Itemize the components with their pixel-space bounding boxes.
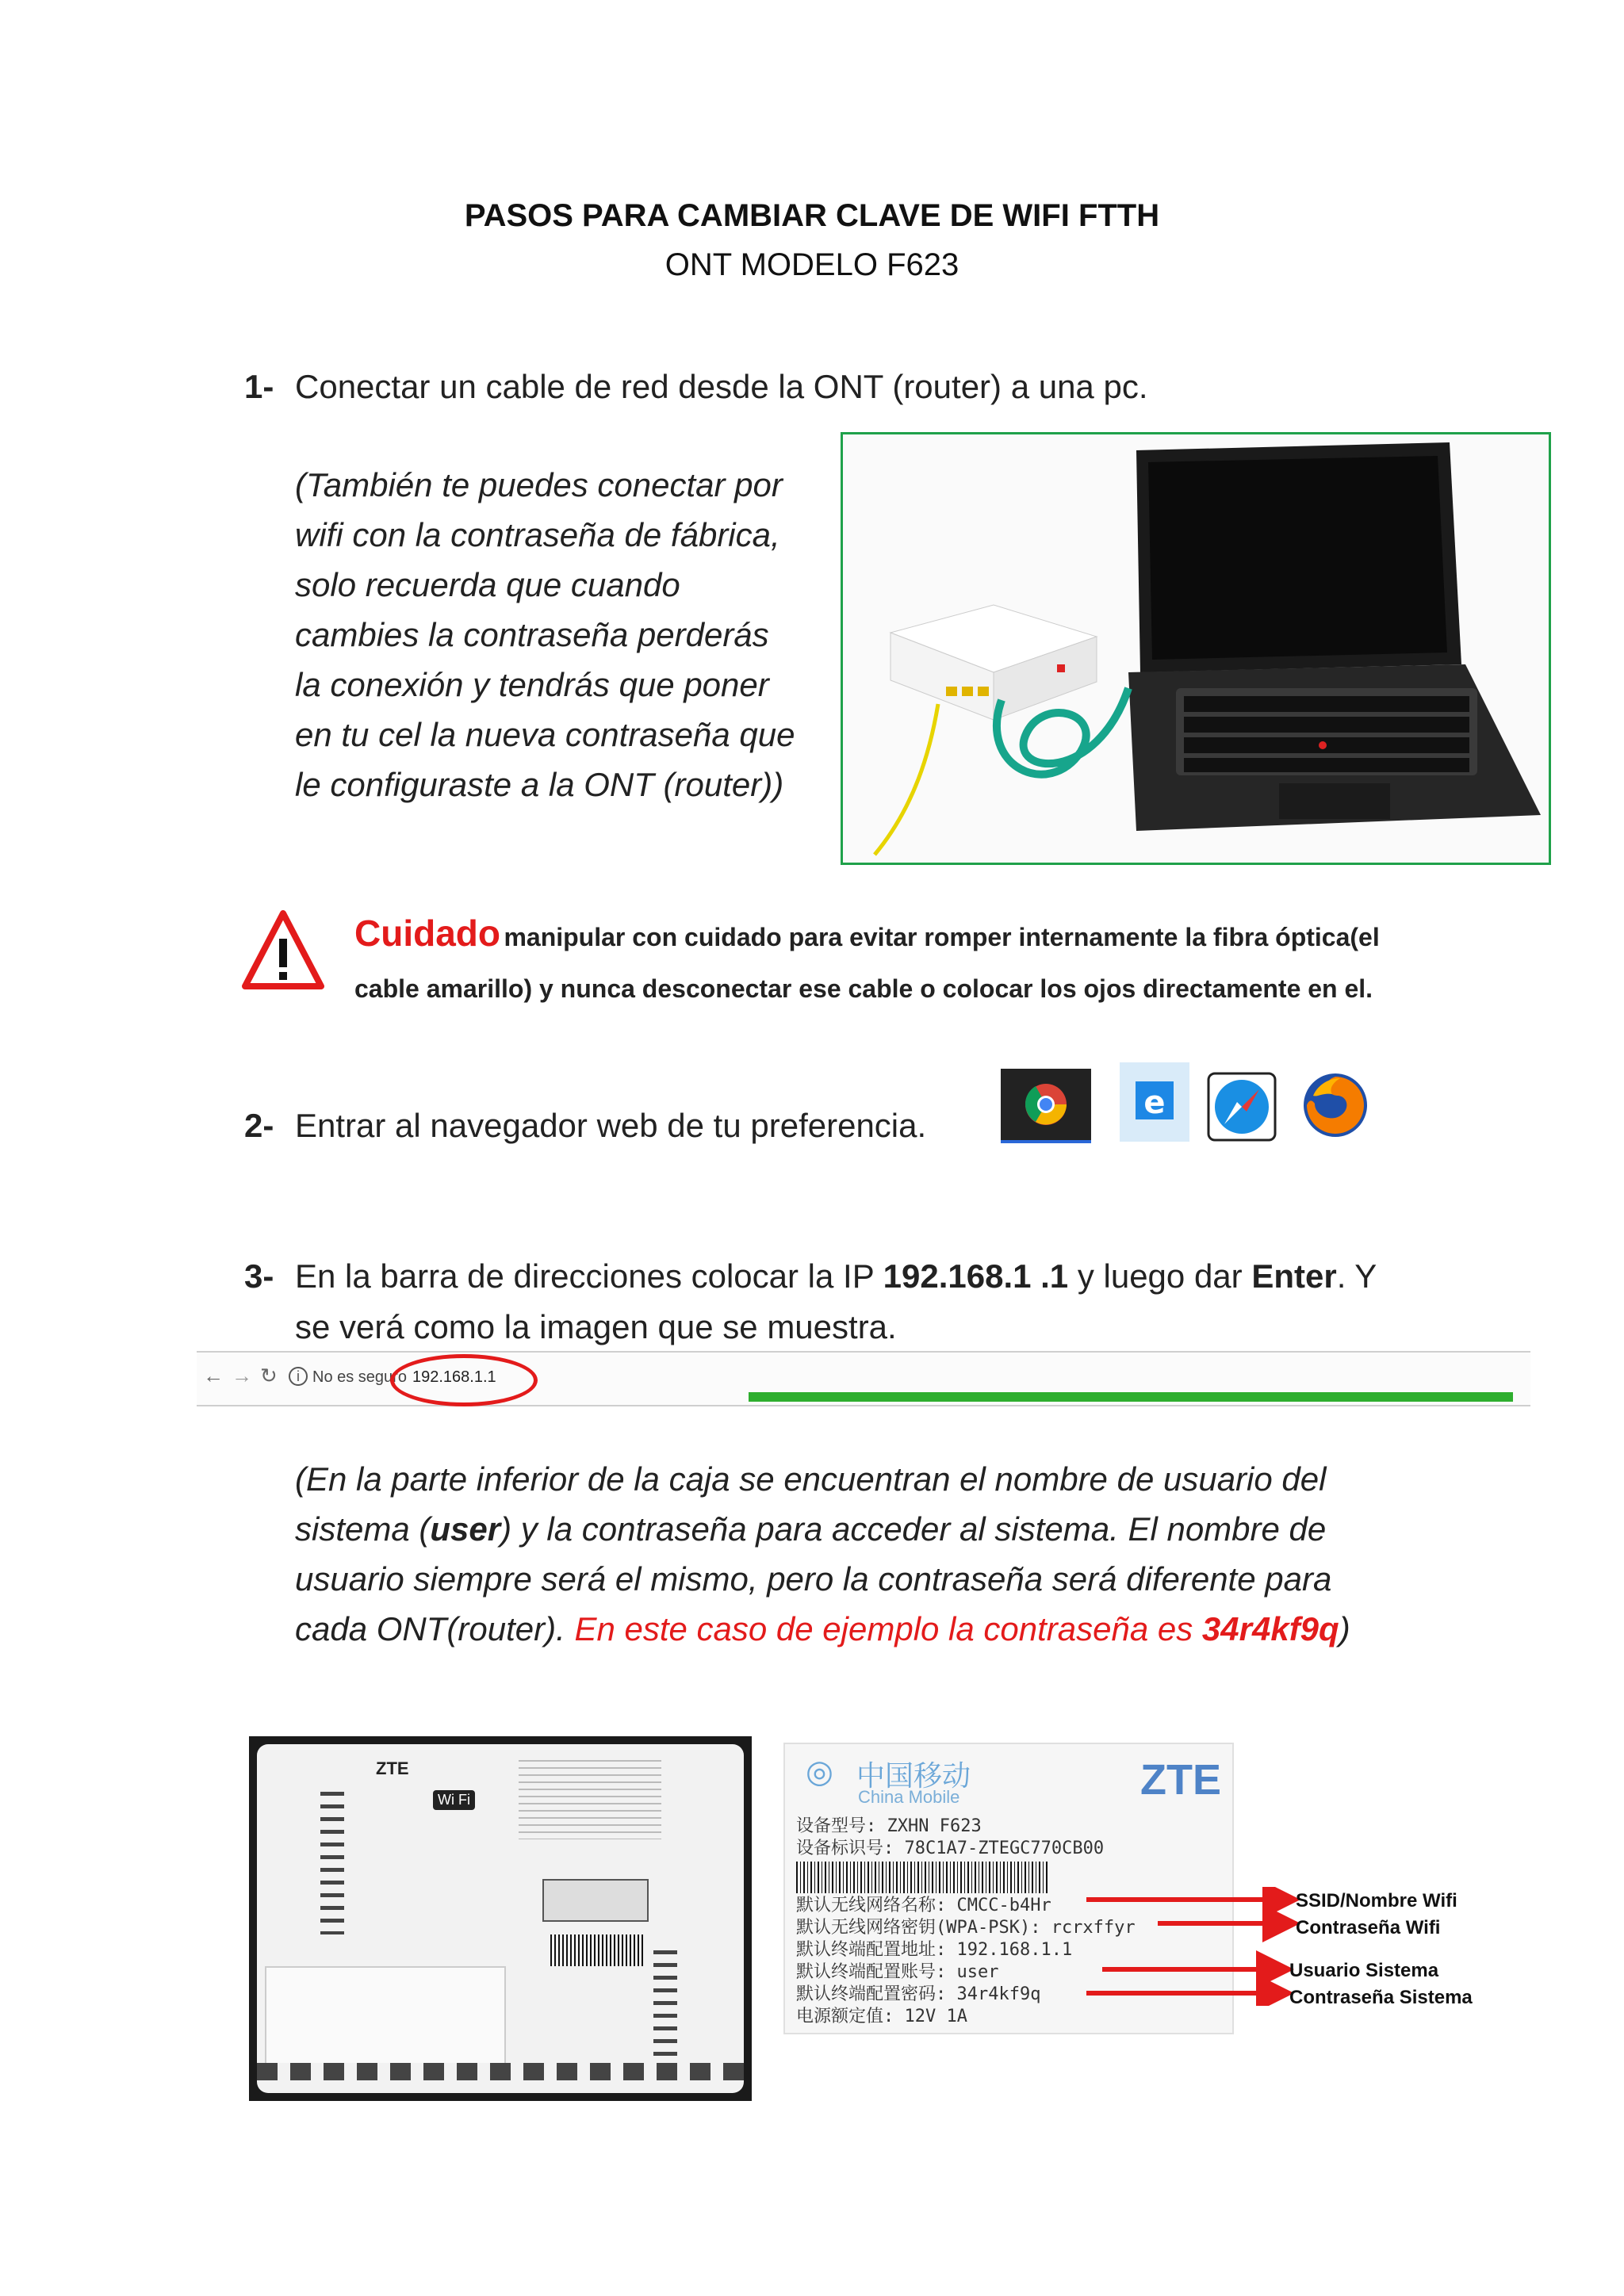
reload-icon[interactable]: ↻ <box>260 1364 278 1387</box>
label-row: 默认终端配置密码: 34r4kf9q <box>796 1984 1041 2004</box>
page-title: PASOS PARA CAMBIAR CLAVE DE WIFI FTTH <box>464 198 1160 233</box>
back-icon[interactable]: ← <box>203 1364 224 1387</box>
note-line: (También te puedes conectar por <box>295 466 783 503</box>
example-text: En este caso de ejemplo la contraseña es <box>574 1610 1202 1647</box>
warning-word: Cuidado <box>354 913 500 954</box>
annotation-wifi-password: Contraseña Wifi <box>1296 1917 1441 1938</box>
router-bottom-photo <box>249 1736 752 2101</box>
note-line: en tu cel la nueva contraseña que <box>295 716 795 753</box>
label-row: 设备标识号: 78C1A7-ZTEGC770CB00 <box>796 1839 1105 1858</box>
router-vent-bottom <box>257 2063 744 2080</box>
step-1-note <box>295 460 834 809</box>
note-line: le configuraste a la ONT (router)) <box>295 766 784 803</box>
chrome-icon <box>1001 1069 1091 1143</box>
page-load-bar <box>749 1392 1513 1402</box>
china-mobile-logo: ◎ <box>806 1755 833 1789</box>
edge-icon <box>1120 1062 1189 1142</box>
label-row: 设备型号: ZXHN F623 <box>796 1816 982 1836</box>
wifi-cert-badge: Wi Fi <box>433 1790 475 1810</box>
label-row: 默认无线网络密钥(WPA-PSK): rcrxffyr <box>796 1918 1136 1938</box>
router-sticker <box>519 1760 661 1839</box>
forward-icon[interactable]: → <box>232 1364 252 1387</box>
warning-text-block <box>354 910 1584 1017</box>
warning-icon <box>242 909 324 995</box>
warning-line-1: manipular con cuidado para evitar romper internamente la fibra óptica(el <box>504 923 1380 951</box>
label-row: 默认终端配置地址: 192.168.1.1 <box>796 1940 1073 1960</box>
step-3-line-1: En la barra de direcciones colocar la IP 192.168.1 .1 y luego dar Enter. Y <box>295 1257 1377 1295</box>
step-1-text: Conectar un cable de red desde la ONT (router) a una pc. <box>295 368 1148 405</box>
step-2-text: Entrar al navegador web de tu preferencia. <box>295 1107 927 1144</box>
annotation-system-password: Contraseña Sistema <box>1289 1987 1473 2008</box>
brand-cn: 中国移动 <box>856 1759 971 1792</box>
laptop-router-photo <box>841 432 1551 865</box>
label-row: 默认终端配置账号: user <box>796 1962 999 1982</box>
url-text[interactable]: 192.168.1.1 <box>412 1368 496 1386</box>
security-label: No es seguro <box>312 1368 407 1386</box>
annotation-ssid: SSID/Nombre Wifi <box>1296 1890 1457 1911</box>
router-vent <box>653 1950 677 2077</box>
brand-en: China Mobile <box>858 1787 960 1807</box>
enter-key: Enter <box>1251 1257 1337 1295</box>
zte-logo: ZTE <box>1140 1756 1221 1804</box>
label-barcode <box>796 1862 1050 1893</box>
step-2-number: 2- <box>244 1107 274 1144</box>
step-1-number: 1- <box>244 368 274 405</box>
router-brand: ZTE <box>376 1758 409 1778</box>
label-row: 电源额定值: 12V 1A <box>796 2007 967 2026</box>
username: user <box>430 1510 501 1548</box>
step-3-line-2: se verá como la imagen que se muestra. <box>295 1308 897 1345</box>
laptop-router-illustration <box>843 434 1549 863</box>
step-3-number: 3- <box>244 1257 274 1295</box>
router-vent <box>320 1792 344 1934</box>
svg-text:e: e <box>1143 1085 1166 1121</box>
annotation-user: Usuario Sistema <box>1289 1960 1439 1981</box>
note-line: la conexión y tendrás que poner <box>295 666 769 703</box>
warning-line-2: cable amarillo) y nunca desconectar ese cable o colocar los ojos directamente en el. <box>354 974 1373 1003</box>
note-line: cambies la contraseña perderás <box>295 616 769 653</box>
url-highlight-circle <box>390 1354 538 1406</box>
label-row: 默认无线网络名称: CMCC-b4Hr <box>796 1896 1051 1915</box>
info-icon[interactable]: i <box>289 1367 308 1386</box>
firefox-icon <box>1297 1067 1373 1143</box>
router-barcode <box>550 1934 645 1966</box>
example-password: 34r4kf9q <box>1201 1610 1339 1647</box>
annotation-arrows <box>1086 1887 1300 2006</box>
step-3-note: (En la parte inferior de la caja se encuentran el nombre de usuario del sistema (user) y la contraseña para acceder al sistema. El nombre de usuario siempre será el mismo, pero la contraseña será diferente para cada ONT(router). En este caso de ejemplo la contraseña es 34r4kf9q) <box>295 1460 1350 1647</box>
page-subtitle: ONT MODELO F623 <box>665 247 959 282</box>
safari-icon <box>1207 1072 1277 1142</box>
router-license-sticker <box>542 1879 649 1922</box>
note-line: solo recuerda que cuando <box>295 566 680 603</box>
note-line: wifi con la contraseña de fábrica, <box>295 516 780 553</box>
ip-address: 192.168.1 .1 <box>883 1257 1069 1295</box>
